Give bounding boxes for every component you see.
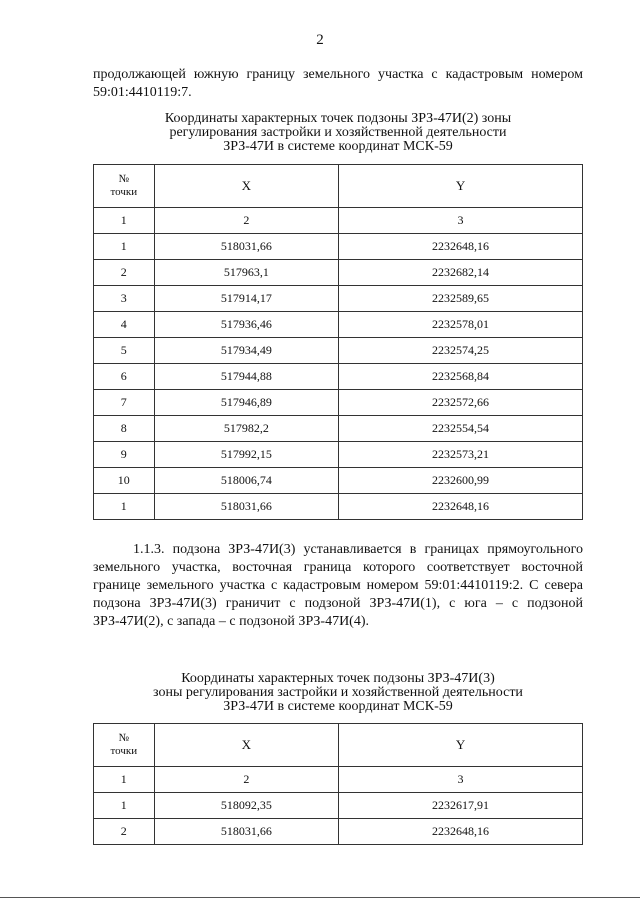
x-coordinate-cell: 518031,66 (154, 234, 338, 260)
column-number: 3 (339, 208, 583, 234)
point-number-cell: 2 (94, 819, 155, 845)
header-y: Y (339, 165, 583, 208)
y-coordinate-cell: 2232682,14 (339, 260, 583, 286)
header-num-symbol: № (118, 173, 130, 185)
header-point-number (94, 165, 155, 208)
page-bottom-edge (0, 897, 640, 898)
point-number-cell: 6 (94, 364, 155, 390)
x-coordinate-cell: 518092,35 (154, 793, 338, 819)
section-paragraph: 1.1.3. подзона ЗРЗ-47И(3) устанавливается в границах прямоугольного земельного участка, восточная граница которого соответствует восточной границе земельного участка с кадастровым номером 59:01:4410119:2. С севера подзона ЗРЗ-47И(3) граничит с подзоной ЗРЗ-47И(1), с юга – с подзоной ЗРЗ-47И(2), с запада – с подзоной ЗРЗ-47И(4). (93, 542, 583, 629)
x-coordinate-cell: 517944,88 (154, 364, 338, 390)
table-row (94, 338, 583, 364)
table-row (94, 364, 583, 390)
y-coordinate-cell: 2232573,21 (339, 442, 583, 468)
point-number-cell: 2 (94, 260, 155, 286)
header-point-number (94, 724, 155, 767)
table2-title-line: зоны регулирования застройки и хозяйственной деятельности (153, 685, 523, 700)
column-number: 2 (154, 767, 338, 793)
y-coordinate-cell: 2232568,84 (339, 364, 583, 390)
y-coordinate-cell: 2232648,16 (339, 234, 583, 260)
header-num-label: точки (110, 745, 138, 757)
column-number: 2 (154, 208, 338, 234)
table-row (94, 390, 583, 416)
point-number-cell: 1 (94, 793, 155, 819)
table-row (94, 494, 583, 520)
y-coordinate-cell: 2232578,01 (339, 312, 583, 338)
table-row (94, 286, 583, 312)
table1-title-line: Координаты характерных точек подзоны ЗРЗ-47И(2) зоны (164, 111, 512, 126)
table-row (94, 442, 583, 468)
point-number-cell: 4 (94, 312, 155, 338)
page-number: 2 (316, 32, 324, 48)
column-number: 3 (339, 767, 583, 793)
x-coordinate-cell: 517992,15 (154, 442, 338, 468)
point-number-cell: 1 (94, 494, 155, 520)
y-coordinate-cell: 2232572,66 (339, 390, 583, 416)
x-coordinate-cell: 517982,2 (154, 416, 338, 442)
table2-title-line: Координаты характерных точек подзоны ЗРЗ-47И(3) (181, 671, 495, 686)
point-number-cell: 9 (94, 442, 155, 468)
y-coordinate-cell: 2232574,25 (339, 338, 583, 364)
table1-title-line: регулирования застройки и хозяйственной деятельности (169, 125, 507, 140)
table-row (94, 260, 583, 286)
point-number-cell: 3 (94, 286, 155, 312)
x-coordinate-cell: 517934,49 (154, 338, 338, 364)
coordinates-table-1 (93, 164, 583, 520)
point-number-cell: 1 (94, 234, 155, 260)
header-x: X (154, 724, 338, 767)
header-num-label: точки (110, 186, 138, 198)
x-coordinate-cell: 518031,66 (154, 494, 338, 520)
x-coordinate-cell: 517946,89 (154, 390, 338, 416)
x-coordinate-cell: 518006,74 (154, 468, 338, 494)
point-number-cell: 7 (94, 390, 155, 416)
column-number: 1 (94, 767, 155, 793)
table-row (94, 793, 583, 819)
table-row (94, 312, 583, 338)
point-number-cell: 8 (94, 416, 155, 442)
header-num-symbol: № (118, 732, 130, 744)
table-row (94, 819, 583, 845)
x-coordinate-cell: 517914,17 (154, 286, 338, 312)
table-header-row (94, 165, 583, 208)
table-row (94, 468, 583, 494)
y-coordinate-cell: 2232589,65 (339, 286, 583, 312)
coordinates-table-2 (93, 723, 583, 845)
table-row (94, 234, 583, 260)
header-y: Y (339, 724, 583, 767)
table1-title (93, 112, 583, 154)
header-x: X (154, 165, 338, 208)
table-row (94, 416, 583, 442)
point-number-cell: 5 (94, 338, 155, 364)
y-coordinate-cell: 2232648,16 (339, 819, 583, 845)
column-number-row (94, 208, 583, 234)
table2-title (93, 672, 583, 714)
y-coordinate-cell: 2232648,16 (339, 494, 583, 520)
point-number-cell: 10 (94, 468, 155, 494)
x-coordinate-cell: 517936,46 (154, 312, 338, 338)
table-header-row (94, 724, 583, 767)
intro-paragraph: продолжающей южную границу земельного участка с кадастровым номером 59:01:4410119:7. (93, 67, 583, 100)
table1-title-line: ЗРЗ-47И в системе координат МСК-59 (223, 139, 453, 154)
column-number: 1 (94, 208, 155, 234)
x-coordinate-cell: 518031,66 (154, 819, 338, 845)
column-number-row (94, 767, 583, 793)
y-coordinate-cell: 2232617,91 (339, 793, 583, 819)
x-coordinate-cell: 517963,1 (154, 260, 338, 286)
table2-title-line: ЗРЗ-47И в системе координат МСК-59 (223, 699, 453, 714)
y-coordinate-cell: 2232600,99 (339, 468, 583, 494)
y-coordinate-cell: 2232554,54 (339, 416, 583, 442)
